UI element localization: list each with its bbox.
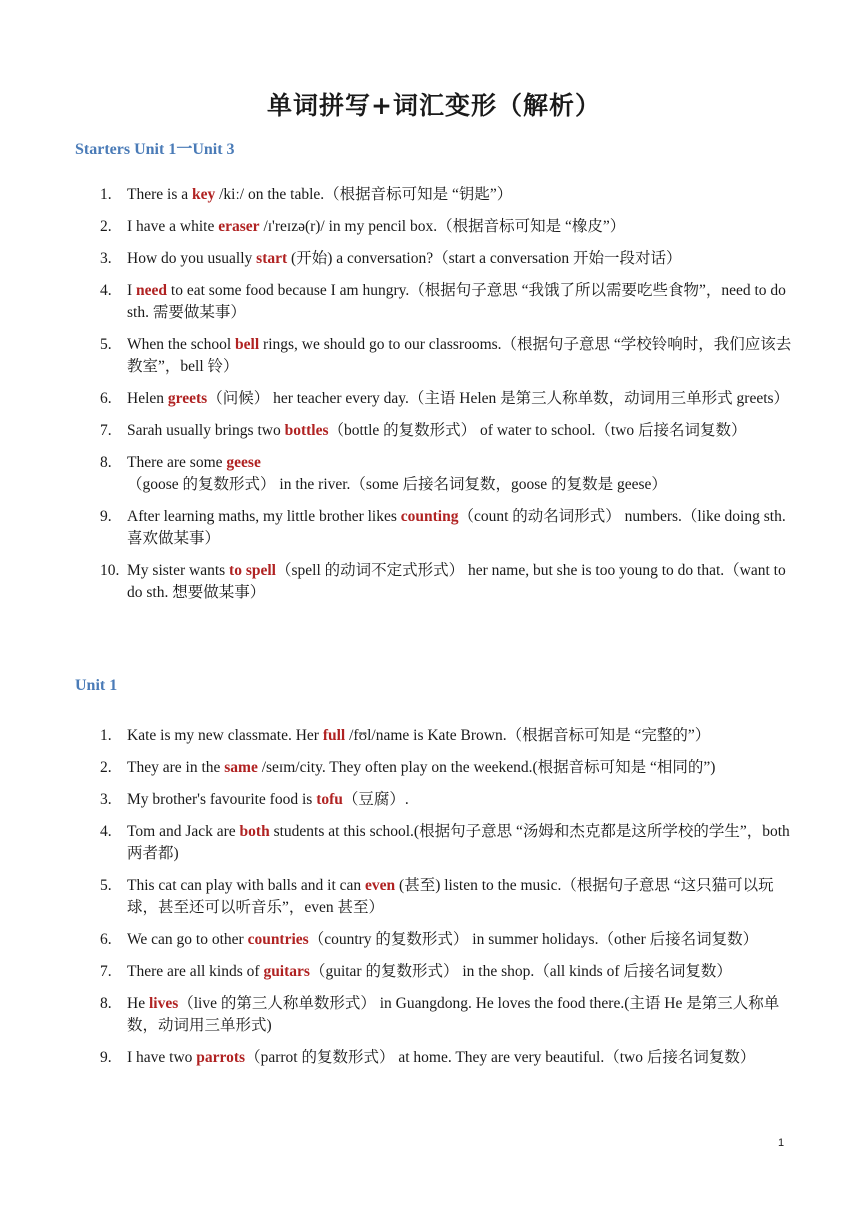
question-item [0, 821, 868, 865]
question-text-before: They are in the [127, 759, 225, 776]
question-text-before: I [127, 282, 137, 299]
question-number: 8. [100, 995, 112, 1012]
question-text-after: （guitar 的复数形式） in the shop.（all kinds of 后接名词复数） [309, 963, 732, 980]
question-item [0, 248, 868, 270]
question-text-after: （count 的动名词形式） numbers.（like doing sth. 喜欢做某事） [127, 508, 786, 547]
answer-word: same [224, 759, 258, 776]
question-text-after: students at this school.(根据句子意思 “汤姆和杰克都是这所学校的学生”，both 两者都) [127, 823, 790, 862]
question-text-after: (开始) a conversation?（start a conversation 开始一段对话） [287, 250, 682, 267]
question-number: 9. [100, 508, 112, 525]
question-text-after: /fʊl/name is Kate Brown.（根据音标可知是 “完整的”） [345, 727, 711, 744]
answer-word: eraser [218, 218, 260, 235]
question-text-after: （bottle 的复数形式） of water to school.（two 后接名词复数） [328, 422, 747, 439]
question-list-unit1 [0, 725, 868, 1079]
question-text-after: /kiː/ on the table.（根据音标可知是 “钥匙”） [215, 186, 513, 203]
answer-word: even [365, 877, 396, 894]
question-text-after: （豆腐）. [342, 791, 409, 808]
question-item [0, 929, 868, 951]
answer-word: geese [226, 454, 261, 471]
question-number: 3. [100, 250, 112, 267]
answer-word: to spell [229, 562, 276, 579]
question-item [0, 725, 868, 747]
question-item [0, 452, 868, 496]
question-text-before: There are some [127, 454, 227, 471]
question-number: 2. [100, 759, 112, 776]
question-number: 6. [100, 390, 112, 407]
answer-word: guitars [263, 963, 310, 980]
question-text-before: I have two [127, 1049, 197, 1066]
question-item [0, 757, 868, 779]
question-text-before: There is a [127, 186, 192, 203]
question-number: 2. [100, 218, 112, 235]
question-number: 3. [100, 791, 112, 808]
question-text-after: to eat some food because I am hungry.（根据句子意思 “我饿了所以需要吃些食物”，need to do sth. 需要做某事） [127, 282, 786, 321]
question-text-after: (甚至) listen to the music.（根据句子意思 “这只猫可以玩球，甚至还可以听音乐”，even 甚至） [127, 877, 774, 916]
question-number: 1. [100, 727, 112, 744]
question-text-after: rings, we should go to our classrooms.（根据句子意思 “学校铃响时，我们应该去教室”，bell 铃） [127, 336, 792, 375]
question-text-after: （goose 的复数形式） in the river.（some 后接名词复数，goose 的复数是 geese） [127, 476, 667, 493]
question-item [0, 388, 868, 410]
question-number: 7. [100, 963, 112, 980]
question-item [0, 420, 868, 442]
question-text-after: （spell 的动词不定式形式） her name, but she is too young to do that.（want to do sth. 想要做某事） [127, 562, 786, 601]
question-item [0, 560, 868, 604]
question-text-before: We can go to other [127, 931, 248, 948]
question-number: 5. [100, 877, 112, 894]
question-text-after: （parrot 的复数形式） at home. They are very beautiful.（two 后接名词复数） [245, 1049, 756, 1066]
question-number: 9. [100, 1049, 112, 1066]
answer-word: both [239, 823, 270, 840]
question-text-after: /seɪm/city. They often play on the weekend.(根据音标可知是 “相同的”) [257, 759, 716, 776]
question-text-before: Helen [127, 390, 168, 407]
question-text-before: There are all kinds of [127, 963, 264, 980]
question-number: 4. [100, 823, 112, 840]
section-heading-unit1: Unit 1 [75, 677, 118, 694]
question-text-before: This cat can play with balls and it can [127, 877, 366, 894]
question-number: 1. [100, 186, 112, 203]
question-number: 5. [100, 336, 112, 353]
question-item [0, 280, 868, 324]
page-number: 1 [778, 1137, 785, 1149]
question-text-after: （问候） her teacher every day.（主语 Helen 是第三人称单数，动词用三单形式 greets） [207, 390, 790, 407]
answer-word: full [322, 727, 346, 744]
answer-word: bell [235, 336, 260, 353]
question-item [0, 334, 868, 378]
answer-word: tofu [316, 791, 343, 808]
answer-word: bottles [284, 422, 329, 439]
question-text-before: Sarah usually brings two [127, 422, 285, 439]
question-number: 7. [100, 422, 112, 439]
question-item [0, 506, 868, 550]
question-item [0, 993, 868, 1037]
page-title: 单词拼写+词汇变形（解析） [267, 91, 601, 120]
question-number: 8. [100, 454, 112, 471]
question-item [0, 216, 868, 238]
answer-word: countries [247, 931, 309, 948]
question-text-before: Tom and Jack are [127, 823, 240, 840]
question-text-before: My sister wants [127, 562, 230, 579]
section-heading-starters: Starters Unit 1一Unit 3 [75, 141, 235, 158]
question-item [0, 875, 868, 919]
question-text-before: How do you usually [127, 250, 257, 267]
question-text-after: （country 的复数形式） in summer holidays.（other 后接名词复数） [308, 931, 759, 948]
question-text-after: /ɪ'reɪzə(r)/ in my pencil box.（根据音标可知是 “橡皮”） [259, 218, 626, 235]
question-item [0, 789, 868, 811]
question-text-before: Kate is my new classmate. Her [127, 727, 323, 744]
answer-word: greets [167, 390, 208, 407]
question-text-before: He [127, 995, 149, 1012]
question-text-before: My brother's favourite food is [127, 791, 317, 808]
question-number: 10. [100, 562, 120, 579]
question-number: 6. [100, 931, 112, 948]
question-number: 4. [100, 282, 112, 299]
question-item [0, 184, 868, 206]
question-list-starters [0, 184, 868, 614]
question-item [0, 961, 868, 983]
answer-word: key [191, 186, 216, 203]
answer-word: start [256, 250, 288, 267]
answer-word: need [136, 282, 168, 299]
question-item [0, 1047, 868, 1069]
answer-word: counting [400, 508, 459, 525]
question-text-before: After learning maths, my little brother likes [127, 508, 401, 525]
question-text-before: I have a white [127, 218, 219, 235]
answer-word: lives [148, 995, 179, 1012]
question-text-before: When the school [127, 336, 236, 353]
answer-word: parrots [196, 1049, 246, 1066]
question-text-after: （live 的第三人称单数形式） in Guangdong. He loves the food there.(主语 He 是第三人称单数，动词用三单形式) [127, 995, 780, 1034]
